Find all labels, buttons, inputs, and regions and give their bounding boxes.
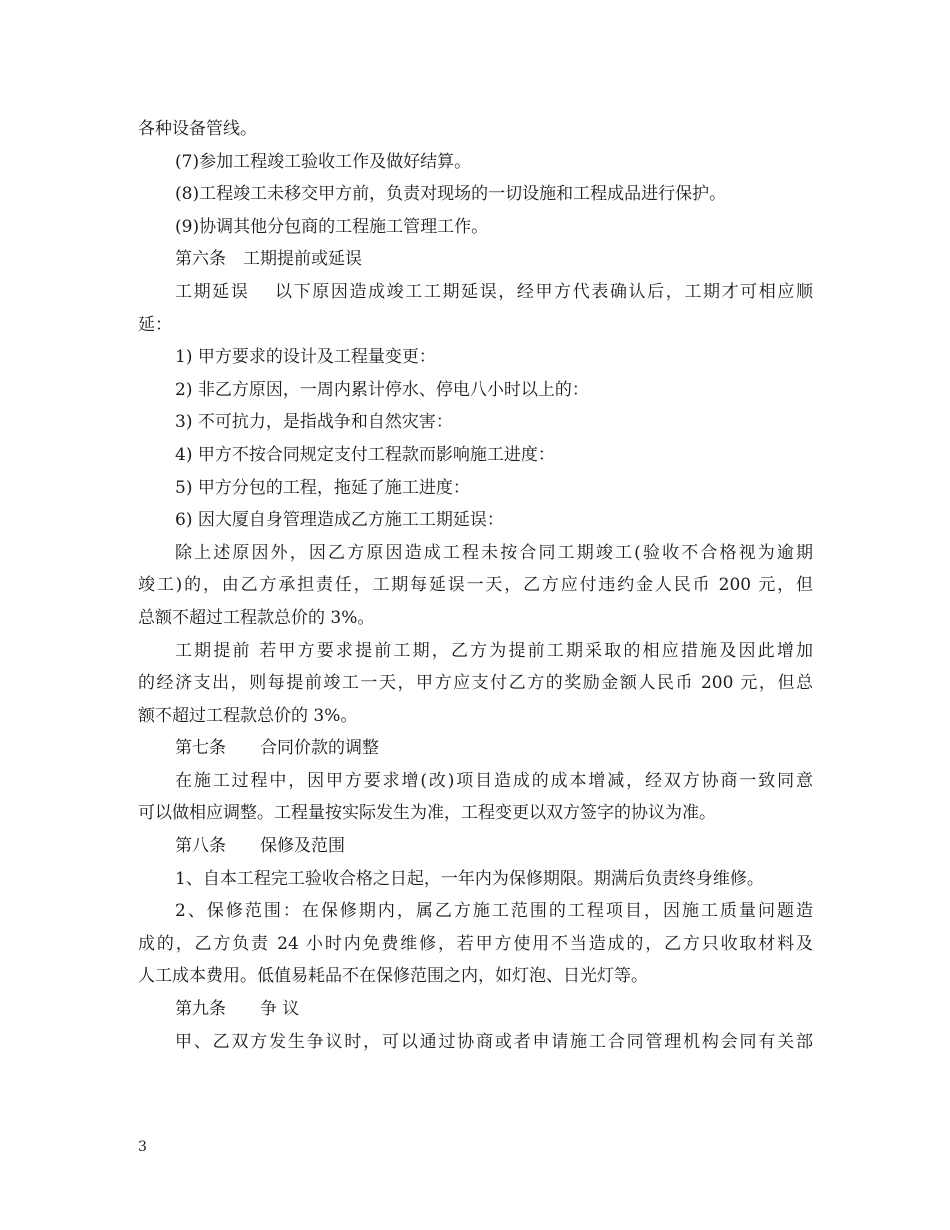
text-line: (9)协调其他分包商的工程施工管理工作。 [175, 216, 489, 237]
page-number: 3 [138, 1139, 147, 1155]
text-line: 竣工)的，由乙方承担责任，工期每延误一天，乙方应付违约金人民币 200 元，但 [138, 575, 813, 596]
text-line: 人工成本费用。低值易耗品不在保修范围之内，如灯泡、日光灯等。 [138, 966, 648, 987]
text-line: 的经济支出，则每提前竣工一天，甲方应支付乙方的奖励金额人民币 200 元，但总 [138, 673, 813, 694]
text-line: 第九条 争 议 [175, 999, 300, 1020]
text-line: 1、自本工程完工验收合格之日起，一年内为保修期限。期满后负责终身维修。 [175, 868, 764, 889]
text-line: 各种设备管线。 [138, 119, 257, 139]
text-line: 5) 甲方分包的工程，拖延了施工进度： [175, 477, 470, 498]
text-line: 在施工过程中，因甲方要求增(改)项目造成的成本增减，经双方协商一致同意 [175, 770, 813, 791]
text-line: 第六条 工期提前或延误 [175, 249, 362, 270]
text-line: 成的，乙方负责 24 小时内免费维修，若甲方使用不当造成的，乙方只收取材料及 [138, 933, 813, 954]
text-line: 第七条 合同价款的调整 [175, 738, 379, 759]
text-line: 工期提前 若甲方要求提前工期，乙方为提前工期采取的相应措施及因此增加 [175, 640, 813, 661]
text-line: 工期延误 以下原因造成竣工工期延误，经甲方代表确认后，工期才可相应顺 [175, 281, 813, 302]
text-line: (7)参加工程竣工验收工作及做好结算。 [175, 151, 472, 172]
text-line: 3) 不可抗力，是指战争和自然灾害： [175, 412, 453, 433]
document-body [138, 113, 813, 1058]
text-line: 4) 甲方不按合同规定支付工程款而影响施工进度： [175, 444, 555, 465]
text-line: 总额不超过工程款总价的 3%。 [138, 607, 375, 628]
text-line: 6) 因大厦自身管理造成乙方施工工期延误： [175, 510, 504, 531]
text-line: 2) 非乙方原因，一周内累计停水、停电八小时以上的： [175, 379, 589, 400]
text-line: 除上述原因外，因乙方原因造成工程未按合同工期竣工(验收不合格视为逾期 [175, 542, 813, 563]
text-line: 2、保修范围：在保修期内，属乙方施工范围的工程项目，因施工质量问题造 [175, 901, 813, 922]
text-line: 延： [138, 314, 172, 335]
text-line: 可以做相应调整。工程量按实际发生为准，工程变更以双方签字的协议为准。 [138, 803, 716, 824]
text-line: 第八条 保修及范围 [175, 836, 345, 857]
text-line: (8)工程竣工未移交甲方前，负责对现场的一切设施和工程成品进行保护。 [175, 184, 727, 205]
text-line: 额不超过工程款总价的 3%。 [138, 705, 358, 726]
text-line: 1) 甲方要求的设计及工程量变更： [175, 347, 436, 368]
text-line: 甲、乙双方发生争议时，可以通过协商或者申请施工合同管理机构会同有关部 [175, 1031, 813, 1052]
